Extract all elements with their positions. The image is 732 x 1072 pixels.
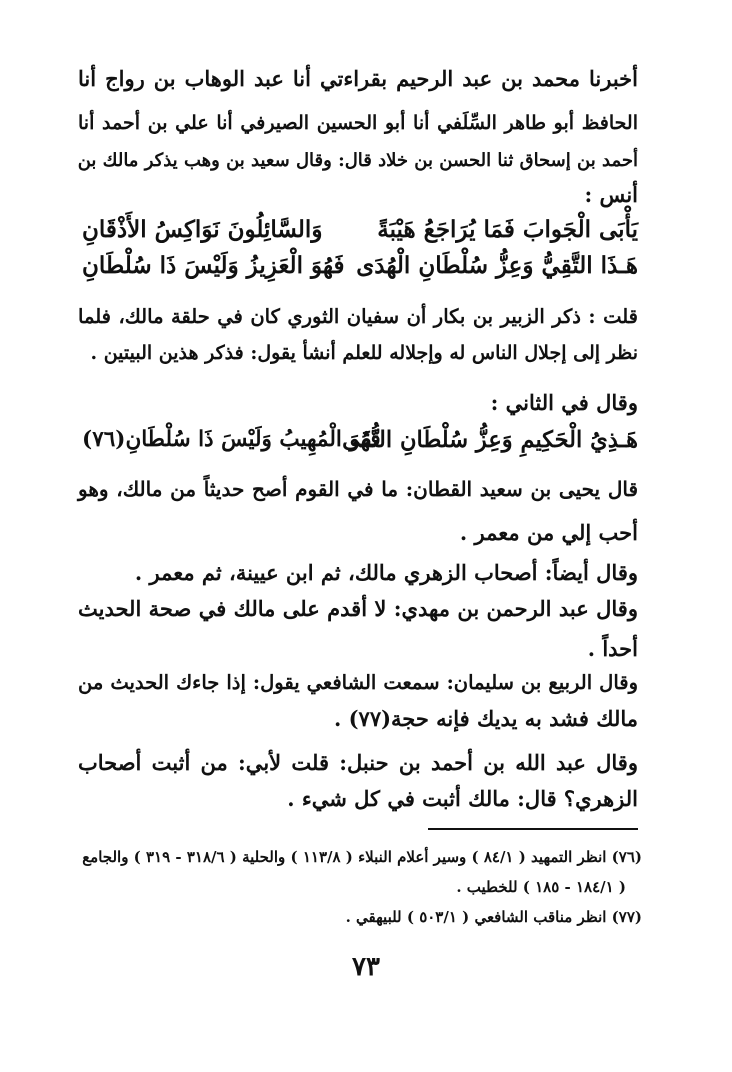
page-number: ٧٣ <box>352 952 380 982</box>
verse-3-second-hemistich: فَهُوَ الْمُهِيبُ وَلَيْسَ ذَا سُلْطَانِ(٧٦) <box>82 427 381 452</box>
text-line-12: أحداً . <box>587 636 638 661</box>
footnote-separator <box>428 828 638 830</box>
text-line-5: قلت : ذكر الزبير بن بكار أن سفيان الثوري كان في حلقة مالك، فلما <box>78 305 638 328</box>
text-line-3: أحمد بن إسحاق ثنا الحسن بن خلاد قال: وقال سعيد بن وهب يذكر مالك بن <box>77 150 638 171</box>
verse-3-first-hemistich: هَـذِيُ الْحَكِيمِ وَعِزُّ سُلْطَانِ التُّقَى <box>342 427 638 453</box>
text-line-15: وقال عبد الله بن أحمد بن حنبل: قلت لأبي: من أثبت أصحاب <box>78 750 638 775</box>
verse-1-first-hemistich: يَأْبَى الْجَوابَ فَمَا يُرَاجَعُ هَيْبَةً <box>377 216 638 243</box>
footnote-76-line-2: ( ١٨٤/١ - ١٨٥ ) للخطيب . <box>456 878 626 896</box>
text-line-7: وقال في الثاني : <box>490 390 638 415</box>
text-line-4: أنس : <box>584 182 638 207</box>
text-line-9: أحب إلي من معمر . <box>459 520 638 545</box>
footnote-77: (٧٧) انظر مناقب الشافعي ( ٥٠٣/١ ) للبيهقي . <box>345 908 642 926</box>
text-line-8: قال يحيى بن سعيد القطان: ما في القوم أصح حديثاً من مالك، وهو <box>78 477 638 501</box>
text-line-16: الزهري؟ قال: مالك أثبت في كل شيء . <box>287 786 638 811</box>
footnote-76-line-1: (٧٦) انظر التمهيد ( ٨٤/١ ) وسير أعلام النبلاء ( ١١٣/٨ ) والحلية ( ٣١٨/٦ - ٣١٩ ) والجامع <box>82 848 642 866</box>
verse-1-second-hemistich: وَالسَّائِلُونَ نَوَاكِسُ الأَذْقَانِ <box>82 216 323 243</box>
text-line-1: أخبرنا محمد بن عبد الرحيم بقراءتي أنا عبد الوهاب بن رواج أنا <box>78 66 638 91</box>
text-line-2: الحافظ أبو طاهر السِّلَفي أنا أبو الحسين الصيرفي أنا علي بن أحمد أنا <box>78 112 638 134</box>
verse-2-second-hemistich: فَهُوَ الْعَزِيزُ وَلَيْسَ ذَا سُلْطَانِ <box>82 252 345 279</box>
text-line-6: نظر إلى إجلال الناس له وإجلاله للعلم أنشأ يقول: فذكر هذين البيتين . <box>90 342 638 364</box>
verse-2-first-hemistich: هَـذَا التَّقِيُّ وَعِزُّ سُلْطَانِ الْهُدَى <box>356 252 638 279</box>
text-line-10: وقال أيضاً: أصحاب الزهري مالك، ثم ابن عيينة، ثم معمر . <box>134 560 638 585</box>
text-line-14: مالك فشد به يديك فإنه حجة(٧٧) . <box>333 706 638 731</box>
text-line-11: وقال عبد الرحمن بن مهدي: لا أقدم على مالك في صحة الحديث <box>78 596 638 621</box>
text-line-13: وقال الربيع بن سليمان: سمعت الشافعي يقول: إذا جاءك الحديث من <box>78 671 638 694</box>
